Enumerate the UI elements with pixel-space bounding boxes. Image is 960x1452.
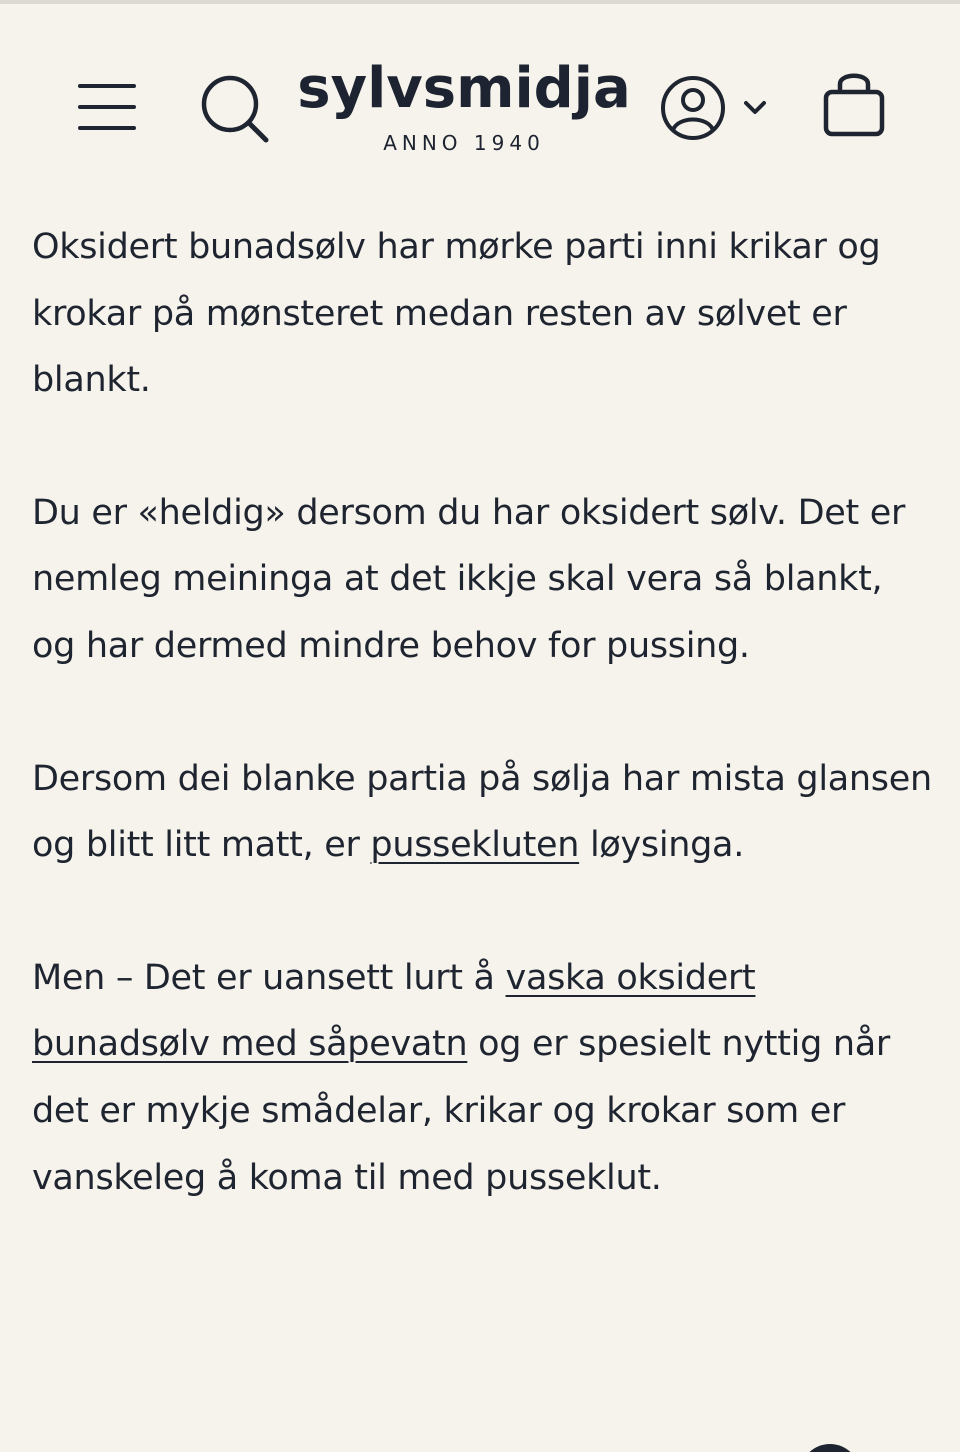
logo-wordmark: sylvsmidja xyxy=(297,56,631,121)
menu-button[interactable] xyxy=(72,76,142,138)
paragraph-text: og er spesielt nyttig når det er mykje smådelar, krikar og krokar som er vanskeleg å koma til med pusseklut. xyxy=(32,1024,890,1198)
paragraph-text: løysinga. xyxy=(579,825,745,866)
article-body xyxy=(32,214,932,1277)
site-logo[interactable] xyxy=(290,50,638,170)
paragraph-oxidized-silver xyxy=(32,214,932,414)
search-icon xyxy=(196,70,274,148)
polishing-cloth-link[interactable]: pussekluten xyxy=(370,825,580,866)
paragraph-text: Dersom dei blanke partia på sølja har mista glansen og blitt litt matt, er xyxy=(32,758,932,866)
floating-chat-button[interactable] xyxy=(800,1444,860,1452)
account-button[interactable] xyxy=(656,70,776,146)
paragraph-soap-water xyxy=(32,945,932,1211)
user-circle-icon xyxy=(663,78,723,138)
paragraph-text: Du er «heldig» dersom du har oksidert sølv. Det er nemleg meininga at det ikkje skal vera så blankt, og har dermed mindre behov for pussing. xyxy=(32,492,906,666)
logo-tagline: ANNO 1940 xyxy=(383,131,545,155)
shopping-bag-icon xyxy=(816,64,892,144)
hamburger-menu-icon xyxy=(72,76,142,138)
paragraph-text: Oksidert bunadsølv har mørke parti inni krikar og krokar på mønsteret medan resten av sølvet er blankt. xyxy=(32,227,881,401)
paragraph-lucky xyxy=(32,480,932,680)
paragraph-text: Men – Det er uansett lurt å xyxy=(32,957,506,998)
wash-silver-link[interactable]: vaska oksidert bunadsølv med såpevatn xyxy=(32,957,756,1065)
search-button[interactable] xyxy=(196,70,274,148)
site-header xyxy=(0,0,960,190)
chevron-down-icon xyxy=(746,103,764,112)
paragraph-polishing-cloth xyxy=(32,746,932,879)
cart-button[interactable] xyxy=(816,64,892,144)
